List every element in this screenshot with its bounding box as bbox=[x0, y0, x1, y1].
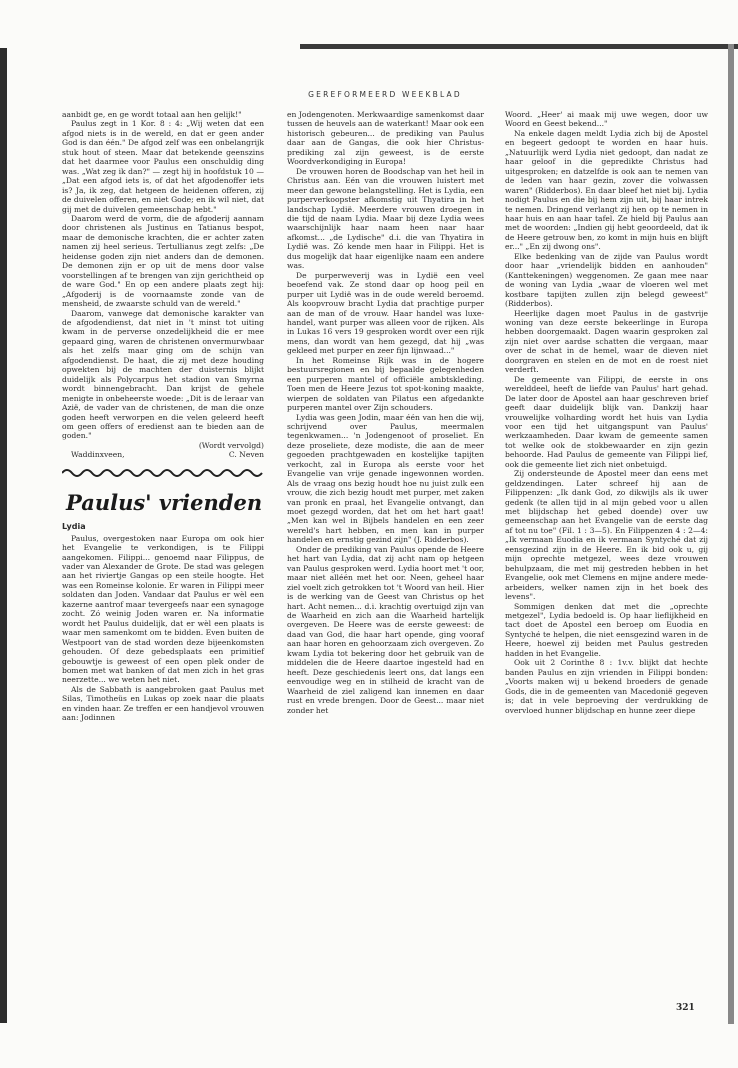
column-3 bbox=[505, 110, 708, 715]
paragraph: Als de Sabbath is aangebroken gaat Paulus met Silas, Timotheüs en Lukas op zoek naar die plaats en vinden haar. Ze treffen er een handjevol vrouwen aan: Jodinnen bbox=[62, 684, 265, 723]
paragraph: De vrouwen horen de Boodschap van het heil in Christus aan. Eén van die vrouwen luistert met meer dan gewone belangstelling. Het is Lydia, een purperverkoopster afkomstig uit Thyatira in het landschap Lydië. Meerdere vrouwen droegen in die tijd de naam Lydia. Maar bij deze Lydia wees waarschijnlijk haar naam heen naar haar afkomst... „de Lydische" d.i. die van Thyatira in Lydië was. Zó kende men haar in Filippi. Het is dus mogelijk dat haar eigenlijke naam een andere was. bbox=[287, 166, 484, 271]
paragraph: Zij ondersteunde de Apostel meer dan eens met geldzendingen. Later schreef hij aan de Filippenzen: „Ik dank God, zo dikwijls als ik uwer gedenk (te allen tijd in al mijn gebed voor u allen met blijdschap het gebed doende) over uw gemeenschap aan het Evangelie van de eerste dag af tot nu toe" (Fil. 1 : 3—5). En Filippenzen 4 : 2—4: „Ik vermaan Euodia en ik vermaan Syntyché dat zij eensgezind zijn in de Heere. En ik bid ook u, gij mijn oprechte metgezel, wees deze vrouwen behulpzaam, die met mij gestreden hebben in het Evangelie, ook met Clemens en mijne andere mede-arbeiders, welker namen zijn in het boek des levens". bbox=[505, 469, 708, 602]
paragraph: Sommigen denken dat met die „oprechte metgezel", Lydia bedoeld is. Op haar lieflijkheid en tact doet de Apostel een beroep om Euodia en Syntyché te helpen, die niet eensgezind waren in de Heere, hoewel zij beiden met Paulus gestreden hadden in het Evangelie. bbox=[505, 601, 708, 658]
paragraph: Heerlijke dagen moet Paulus in de gastvrije woning van deze eerste bekeerlinge in Europa hebben doorgemaakt. Dagen waarin gesproken zal zijn niet over aardse schatten die vergaan, maar over de schat in de hemel, waar de dieven niet doorgraven en stelen en de mot en de roest niet verderft. bbox=[505, 308, 708, 375]
paragraph: Elke bedenking van de zijde van Paulus wordt door haar „vriendelijk bidden en aanhouden" (Kanttekeningen) weggenomen. Ze gaan mee naar de woning van Lydia „waar de vloeren wel met kostbare tapijten zullen zijn belegd geweest" (Ridderbos). bbox=[505, 251, 708, 309]
paragraph: Daarom, vanwege dat demonische karakter van de afgodendienst, dat niet in 't minst tot uiting kwam in de perverse onzedelijkheid die er mee gepaard ging, waren de christenen onvermurwbaar als het zelfs maar ging om de schijn van afgodendienst. De haat, die zij met deze houding opwekten bij de machten der duisternis blijkt duidelijk als Polycarpus het stadion van Smyrna wordt binnengebracht. Dan krijst de gehele menigte in onbeheerste woede: „Dit is de leraar van Azië, de vader van de christenen, de man die onze goden heeft verworpen en die velen geleerd heeft om geen offers of eredienst aan te bieden aan de goden." bbox=[62, 308, 264, 441]
page-number: 321 bbox=[676, 1003, 695, 1013]
paragraph: De purperweverij was in Lydië een veel beoefend vak. Ze stond daar op hoog peil en purper uit Lydië was in de oude wereld beroemd. Als koopvrouw bracht Lydia dat prachtige purper aan de man of de vrouw. Haar handel was luxe-handel, want purper was alleen voor de rijken. Als in Lukas 16 vers 19 gesproken wordt over een rijk mens, dan wordt van hem gezegd, dat hij „was gekleed met purper en zeer fijn lijnwaad..." bbox=[287, 270, 484, 356]
top-rule bbox=[300, 44, 738, 49]
paragraph: Paulus, overgestoken naar Europa om ook hier het Evangelie te verkondigen, is te Filippi aangekomen. Filippi... genoemd naar Filippus, de vader van Alexander de Grote. De stad was gelegen aan het riviertje Gangas op een steile hoogte. Het was een Romeinse kolonie. Er waren in Filippi meer soldaten dan Joden. Vandaar dat Paulus er wèl een kazerne aantrof maar tevergeefs naar een synagoge zocht. Zó weinig Joden waren er. Na informatie wordt het Paulus duidelijk, dat er wèl een plaats is waar men samenkomt om te bidden. Even buiten de Westpoort van de stad worden deze bijeenkomsten gehouden. Of deze gebedsplaats een primitief gebouwtje is geweest of een open plek onder de bomen met wat banken of dat men zich in het gras neerzette... we weten het niet. bbox=[62, 533, 264, 685]
scan-left-edge bbox=[0, 48, 7, 1023]
to-be-continued: (Wordt vervolgd) bbox=[198, 440, 264, 450]
paragraph: Lydia was geen Jodin, maar één van hen die wij, schrijvend over Paulus, meermalen tegenkwamen... 'n Jodengenoot of proseliet. En deze proseliete, deze modiste, die aan de meer gegoeden prachtgewaden en kostelijke tapijten verkocht, zal in Europa als eerste voor het Evangelie van vrije genade ingewonnen worden. Als de vraag ons bezig houdt hoe nu juist zulk een vrouw, die zich bezig houdt met purper, met zaken van pronk en praal, het Evangelie ontvangt, dan moet gezegd worden, dat het om het hart gaat! „Men kan wel in Bijbels handelen en een zeer wereld's hart hebben, en men kan in purper handelen en ernstig gezind zijn" (J. Ridderbos). bbox=[287, 412, 484, 545]
paragraph: aanbidt ge, en ge wordt totaal aan hen gelijk!" bbox=[62, 110, 242, 119]
wave-divider bbox=[62, 466, 264, 480]
column-1 bbox=[62, 110, 264, 723]
paragraph: De gemeente van Filippi, de eerste in ons werelddeel, heeft de liefde van Paulus' hart gehad. De later door de Apostel aan haar geschreven brief geeft daar duidelijk blijk van. Dankzij haar vrouwelijke volharding wordt het huis van Lydia voor een tijd het uitgangspunt van Paulus' werkzaamheden. Daar kwam de gemeente samen tot welke ook de stokbewaarder en zijn gezin behoorde. Had Paulus de gemeente van Filippi lief, ook die gemeente liet zich niet onbetuigd. bbox=[505, 374, 708, 469]
paragraph: Na enkele dagen meldt Lydia zich bij de Apostel en begeert gedoopt te worden en haar huis. „Natuurlijk werd Lydia niet gedoopt, dan nadat ze haar geloof in die gepredikte Christus had uitgesproken; en datzelfde is ook aan te nemen van de leden van haar gezin, zover die volwassen waren" (Ridderbos). En daar bleef het niet bij. Lydia nodigt Paulus en die bij hem zijn uit, bij haar intrek te nemen. Dringend verlangt zij hen op te nemen in haar huis en aan haar tafel. Ze hield bij Paulus aan met de woorden: „Indien gij hebt geoordeeld, dat ik de Heere getrouw ben, zo komt in mijn huis en blijft er..." „En zij dwong ons". bbox=[505, 128, 708, 252]
paragraph: Daarom werd de vorm, die de afgoderij aannam door christenen als Justinus en Tatianus bespot, maar de demonische krachten, die er achter zaten namen zij heel serieus. Tertullianus zegt zelfs: „De heidense goden zijn niet anders dan de demonen. De demonen zijn er op uit de mens door valse voorstellingen af te brengen van zijn gerichtheid op de ware God." En op een andere plaats zegt hij: „Afgoderij is de voornaamste zonde van de mensheid, de zwaarste schuld van de wereld." bbox=[62, 213, 264, 309]
paragraph: Ook uit 2 Corinthe 8 : 1v.v. blijkt dat hechte banden Paulus en zijn vrienden in Filippi bonden: „Voorts maken wij u bekend broeders de genade Gods, die in de gemeenten van Macedonië gegeven is; dat in vele beproeving der verdrukking de overvloed hunner blijdschap en hunne zeer diepe bbox=[505, 658, 708, 715]
paragraph: Onder de prediking van Paulus opende de Heere het hart van Lydia, dat zij acht nam op hetgeen van Paulus gesproken werd. Lydia hoort met 't oor, maar niet alléén met het oor. Neen, geheel haar ziel voelt zich getrokken tot 't Woord van heil. Hier is de werking van de Geest van Christus op het hart. Acht nemen... d.i. krachtig overtuigd zijn van de Waarheid en zich aan die Waarheid hartelijk overgeven. De Heere was de eerste geweest: de daad van God, die haar hart opende, ging vooraf aan haar horen en gehoorzaam zich overgeven. Zo kwam Lydia tot bekering door het gebruik van de middelen die de Heere daartoe ingesteld had en heeft. Deze geschiedenis leert ons, dat langs een eenvoudige weg en in stilheid de kracht van de Waarheid de ziel zaligend kan innemen en daar rust en vrede brengen. Door de Geest... maar niet zonder het bbox=[287, 544, 484, 715]
paragraph: Paulus zegt in 1 Kor. 8 : 4: „Wij weten dat een afgod niets is in de wereld, en dat er geen ander God is dan één." De afgod zelf was een onbelangrijk stuk hout of steen. Maar dat betekende geenszins dat het daarmee voor Paulus een onschuldig ding was. „Wat zeg ik dan?" — zegt hij in hoofdstuk 10 — „Dat een afgod iets is, of dat het afgodenoffer iets is? Ja, ik zeg, dat hetgeen de heidenen offeren, zij de duivelen offeren, en niet Gode; en ik wil niet, dat gij met de duivelen gemeenschap hebt." bbox=[62, 119, 264, 214]
signature-author: C. Neven bbox=[228, 450, 264, 460]
scan-right-edge bbox=[728, 44, 734, 1024]
signature-place: Waddinxveen, bbox=[71, 450, 125, 460]
article-title: Paulus' vrienden bbox=[66, 490, 263, 516]
paragraph: en Jodengenoten. Merkwaardige samenkomst daar tussen de heuvels aan de waterkant! Maar ook een historisch gebeuren... de prediking van Paulus daar aan de Gangas, die ook hier Christus-prediking zal zijn geweest, is de eerste Woordverkondiging in Europa! bbox=[287, 110, 484, 167]
journal-header: GEREFORMEERD WEEKBLAD bbox=[308, 90, 462, 99]
column-2 bbox=[287, 110, 484, 715]
paragraph: Woord. „Heer' ai maak mij uwe wegen, door uw Woord en Geest bekend..." bbox=[505, 110, 708, 129]
article-subtitle: Lydia bbox=[62, 522, 86, 532]
signature-line bbox=[62, 450, 264, 459]
paragraph: In het Romeinse Rijk was in de hogere bestuursregionen en bij bepaalde gelegenheden een purperen mantel of officiële ambtskleding. Toen men de Heere Jezus tot spot-koning maakte, wierpen de soldaten van Pilatus een afgedankte purperen mantel over Zijn schouders. bbox=[287, 355, 484, 413]
